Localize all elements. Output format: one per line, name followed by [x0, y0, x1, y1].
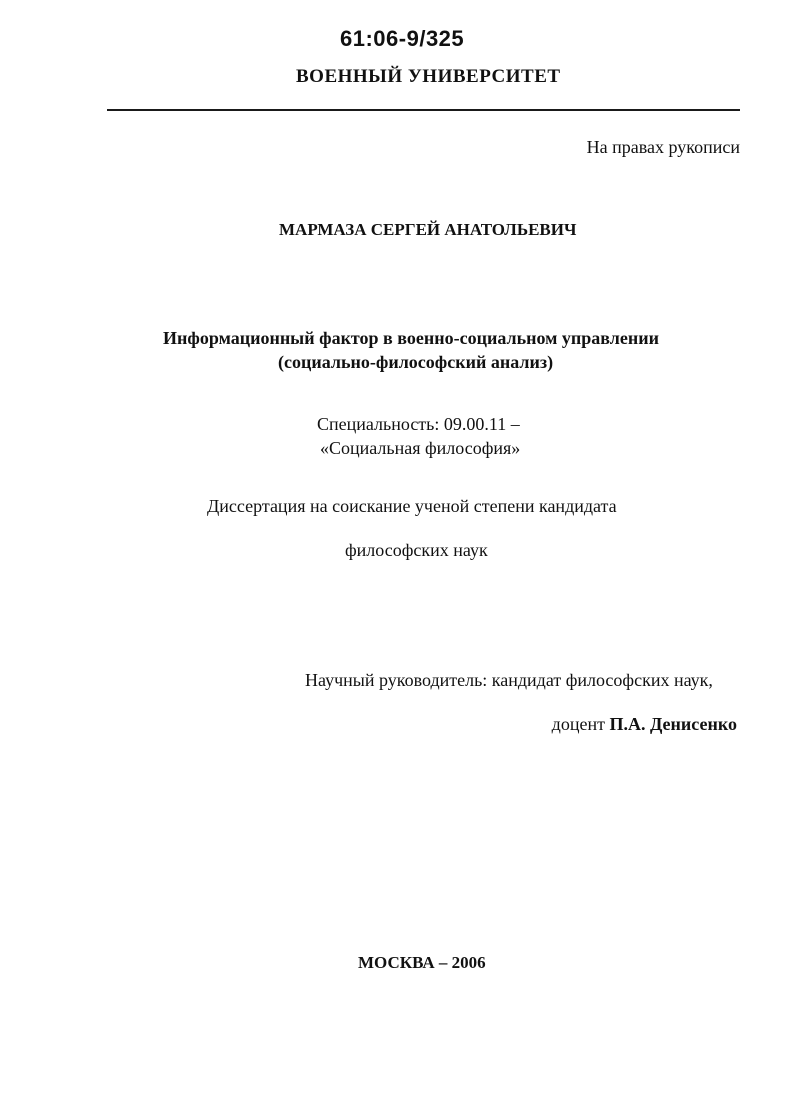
dissertation-title-line-2: (социально-философский анализ)	[278, 352, 554, 372]
city-year: МОСКВА – 2006	[358, 953, 486, 972]
supervisor-title: Научный руководитель: кандидат философских наук,	[305, 670, 713, 690]
catalog-code: 61:06-9/325	[340, 26, 465, 51]
manuscript-rights-note: На правах рукописи	[586, 137, 740, 157]
university-name: ВОЕННЫЙ УНИВЕРСИТЕТ	[296, 66, 561, 87]
specialty-name: «Социальная философия»	[320, 438, 521, 458]
degree-statement-line-1: Диссертация на соискание ученой степени кандидата	[207, 496, 617, 516]
author-name: МАРМАЗА СЕРГЕЙ АНАТОЛЬЕВИЧ	[279, 220, 577, 239]
supervisor-rank: доцент	[551, 714, 605, 734]
header-divider	[107, 109, 740, 111]
specialty-code: Специальность: 09.00.11 –	[317, 414, 520, 434]
supervisor-line	[552, 714, 737, 735]
dissertation-title-line-1: Информационный фактор в военно-социальном управлении	[163, 328, 659, 348]
degree-statement-line-2: философских наук	[345, 540, 488, 560]
supervisor-name: П.А. Денисенко	[609, 714, 737, 734]
